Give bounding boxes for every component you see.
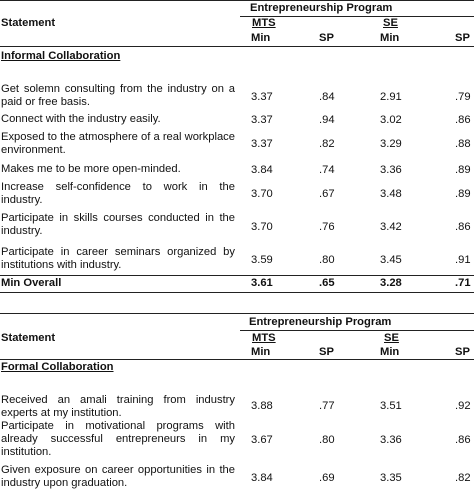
cell-mts-min: 3.70 [251, 188, 273, 200]
cell-mts-sp: .84 [319, 91, 335, 103]
cell-mts-min: 3.37 [251, 114, 273, 126]
cell-se-sp: .89 [455, 188, 471, 200]
rule-top [0, 313, 474, 314]
rule-header-bottom [0, 46, 474, 47]
overall-se-sp: .71 [455, 277, 471, 289]
cell-mts-min: 3.59 [251, 254, 273, 266]
table-row: Makes me to be more open-minded. [1, 163, 181, 175]
section-formal: Formal Collaboration [1, 361, 114, 373]
cell-mts-sp: .69 [319, 472, 335, 484]
overall-mts-sp: .65 [319, 277, 335, 289]
cell-se-sp: .92 [455, 400, 471, 412]
cell-se-sp: .89 [455, 164, 471, 176]
group-se-header: SE [383, 17, 398, 29]
cell-se-min: 3.35 [380, 472, 402, 484]
cell-se-min: 3.48 [380, 188, 402, 200]
table-row: Participate in motivational programs with already successful entrepreneurs in my institution. [1, 420, 235, 458]
group-se-header: SE [384, 332, 399, 344]
table-formal-collaboration [0, 300, 474, 494]
cell-mts-sp: .76 [319, 221, 335, 233]
rule-before-overall [0, 275, 474, 276]
program-header: Entrepreneurship Program [249, 316, 392, 328]
cell-se-min: 3.29 [380, 138, 402, 150]
overall-mts-min: 3.61 [251, 277, 273, 289]
cell-se-sp: .86 [455, 114, 471, 126]
cell-mts-sp: .67 [319, 188, 335, 200]
overall-label: Min Overall [1, 277, 62, 289]
table-row: Increase self-confidence to work in the industry. [1, 181, 235, 206]
group-mts-header: MTS [252, 17, 276, 29]
cell-mts-min: 3.37 [251, 91, 273, 103]
rule-table1-bottom [0, 292, 474, 293]
group-mts-header: MTS [252, 332, 276, 344]
rule-top [0, 0, 474, 1]
table-row: Connect with the industry easily. [1, 113, 161, 125]
table-row: Participate in career seminars organized by institutions with industry. [1, 246, 235, 271]
cell-mts-min: 3.88 [251, 400, 273, 412]
table-row: Exposed to the atmosphere of a real workplace environment. [1, 131, 235, 156]
col-sp-se: SP [455, 346, 470, 358]
col-sp-se: SP [455, 32, 470, 44]
cell-mts-sp: .82 [319, 138, 335, 150]
col-min-se: Min [380, 32, 400, 44]
table-row: Participate in skills courses conducted in the industry. [1, 212, 235, 237]
overall-se-min: 3.28 [380, 277, 402, 289]
cell-mts-min: 3.70 [251, 221, 273, 233]
statement-header: Statement [1, 17, 56, 29]
cell-se-min: 3.42 [380, 221, 402, 233]
rule-header-bottom [0, 359, 474, 360]
table-row: Get solemn consulting from the industry on a paid or free basis. [1, 83, 235, 108]
cell-se-sp: .86 [455, 434, 471, 446]
cell-se-sp: .91 [455, 254, 471, 266]
cell-se-min: 3.45 [380, 254, 402, 266]
cell-mts-sp: .77 [319, 400, 335, 412]
program-header: Entrepreneurship Program [250, 2, 393, 14]
cell-mts-sp: .80 [319, 434, 335, 446]
table-row: Given exposure on career opportunities in the industry upon graduation. [1, 464, 235, 489]
cell-mts-sp: .80 [319, 254, 335, 266]
cell-mts-min: 3.37 [251, 138, 273, 150]
cell-se-sp: .79 [455, 91, 471, 103]
col-min-mts: Min [251, 346, 271, 358]
cell-mts-min: 3.84 [251, 472, 273, 484]
col-sp-mts: SP [319, 346, 334, 358]
cell-se-min: 3.36 [380, 164, 402, 176]
cell-se-min: 3.02 [380, 114, 402, 126]
col-min-se: Min [380, 346, 400, 358]
cell-mts-min: 3.84 [251, 164, 273, 176]
cell-mts-sp: .74 [319, 164, 335, 176]
cell-se-sp: .88 [455, 138, 471, 150]
cell-mts-min: 3.67 [251, 434, 273, 446]
section-informal: Informal Collaboration [1, 50, 121, 62]
cell-se-min: 3.51 [380, 400, 402, 412]
col-min-mts: Min [251, 32, 271, 44]
rule-program [240, 330, 474, 331]
col-sp-mts: SP [319, 32, 334, 44]
statement-header: Statement [1, 332, 56, 344]
table-row: Received an amali training from industry experts at my institution. [1, 394, 235, 419]
cell-se-sp: .82 [455, 472, 471, 484]
cell-mts-sp: .94 [319, 114, 335, 126]
cell-se-min: 3.36 [380, 434, 402, 446]
cell-se-min: 2.91 [380, 91, 402, 103]
cell-se-sp: .86 [455, 221, 471, 233]
